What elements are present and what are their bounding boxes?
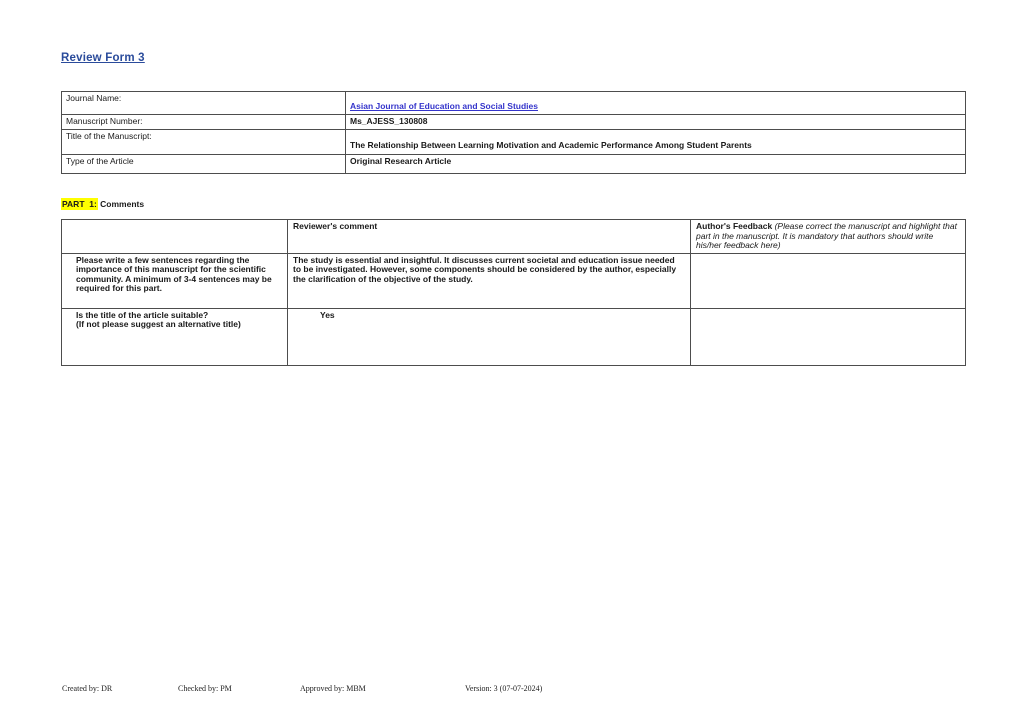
table-row xyxy=(62,253,966,308)
part1-heading xyxy=(61,199,144,210)
table-row xyxy=(62,129,966,154)
question-column-header xyxy=(62,220,288,254)
author-feedback-column-header xyxy=(691,220,966,254)
part1-badge: PART 1: xyxy=(62,199,97,209)
importance-question-cell: Please write a few sentences regarding the importance of this manuscript for the scientific community. A minimum of 3-4 sentences may be required for this part. xyxy=(62,253,288,308)
table-row xyxy=(62,308,966,365)
author-feedback-header-note: (Please correct the manuscript and highlight that part in the manuscript. It is mandatory that authors should write his/her feedback here) xyxy=(696,221,957,250)
author-feedback-header-label: Author's Feedback xyxy=(696,221,773,231)
importance-reviewer-comment-cell: The study is essential and insightful. It discusses current societal and education issue needed to be investigated. However, some components should be considered by the author, especially the clarification of the objective of the study. xyxy=(288,253,691,308)
table-row xyxy=(62,154,966,173)
part1-heading-label: Comments xyxy=(100,199,145,209)
footer-created-by: Created by: DR xyxy=(62,684,113,693)
article-type-label: Type of the Article xyxy=(62,154,346,173)
manuscript-title-label: Title of the Manuscript: xyxy=(62,129,346,154)
manuscript-info-table xyxy=(61,91,966,174)
comments-table xyxy=(61,219,966,366)
manuscript-number-label: Manuscript Number: xyxy=(62,115,346,130)
footer-approved-by: Approved by: MBM xyxy=(300,684,366,693)
table-header-row xyxy=(62,220,966,254)
page-title: Review Form 3 xyxy=(61,52,145,64)
table-row xyxy=(62,92,966,115)
manuscript-title-value: The Relationship Between Learning Motivation and Academic Performance Among Student Parents xyxy=(346,129,966,154)
footer-version: Version: 3 (07-07-2024) xyxy=(465,684,543,693)
title-suitable-question-line2: (If not please suggest an alternative title) xyxy=(76,319,241,329)
table-row xyxy=(62,115,966,130)
reviewer-comment-column-header: Reviewer's comment xyxy=(288,220,691,254)
journal-name-label: Journal Name: xyxy=(62,92,346,115)
title-suitable-reviewer-comment-cell: Yes xyxy=(288,308,691,365)
title-suitable-question-line1: Is the title of the article suitable? xyxy=(76,309,209,320)
journal-name-cell xyxy=(346,92,966,115)
title-suitable-question-cell xyxy=(62,308,288,365)
footer-checked-by: Checked by: PM xyxy=(178,684,232,693)
journal-name-link[interactable]: Asian Journal of Education and Social Studies xyxy=(350,100,538,111)
title-suitable-author-feedback-cell xyxy=(691,308,966,365)
manuscript-number-value: Ms_AJESS_130808 xyxy=(346,115,966,130)
importance-author-feedback-cell xyxy=(691,253,966,308)
article-type-value: Original Research Article xyxy=(346,154,966,173)
